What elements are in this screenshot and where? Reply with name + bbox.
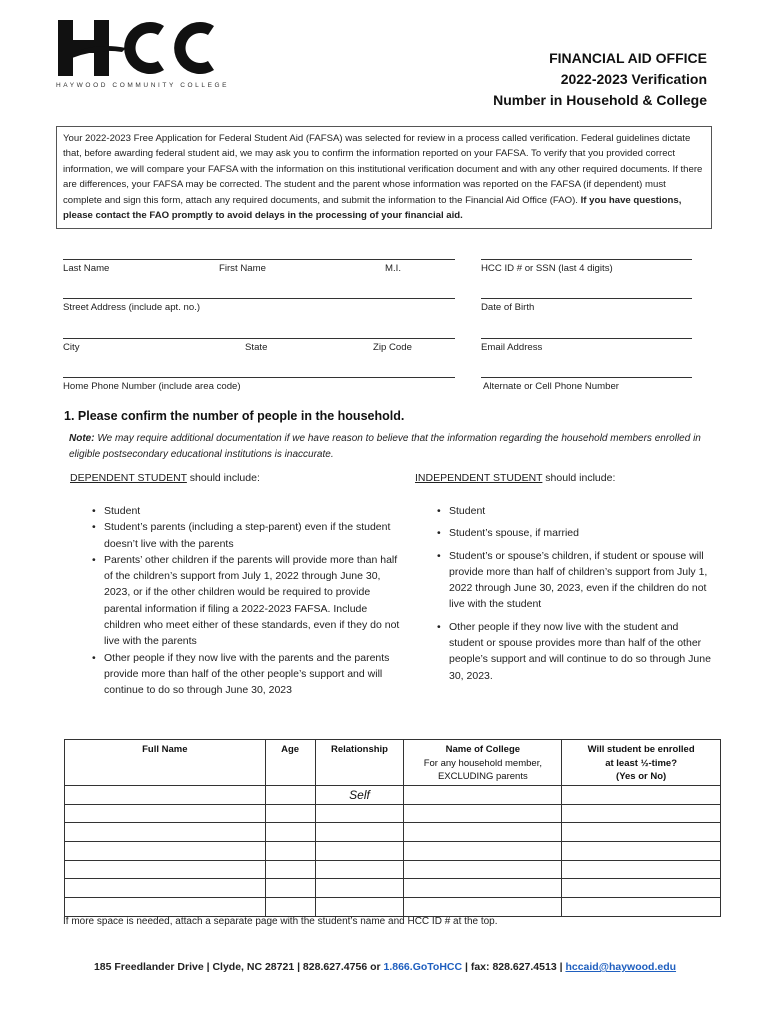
footer-fax: | fax: 828.627.4513 | [462,961,566,973]
hcc-id-field[interactable] [481,259,692,279]
full-name-cell[interactable] [65,823,266,842]
age-cell[interactable] [265,842,315,861]
name-row [63,259,693,279]
attach-note: If more space is needed, attach a separate page with the student’s name and HCC ID # at the top. [63,916,498,927]
independent-list [437,503,713,684]
street-label: Street Address (include apt. no.) [63,302,201,313]
dob-field[interactable] [481,298,692,318]
enrolled-cell[interactable] [562,860,721,879]
note-text: We may require additional documentation if we have reason to believe that the information regarding the household members enrolled in eligible postsecondary educational institutions is inaccurate. [69,433,701,460]
full-name-cell[interactable] [65,786,266,805]
list-item: • Student [92,503,404,519]
relationship-cell[interactable] [315,823,404,842]
list-item: • Student’s or spouse’s children, if student or spouse will provide more than half of children’s support from July 1, 2022 through June 30, 2023, even if the children do not live with the student [437,548,713,613]
college-cell[interactable] [404,879,562,898]
col-enrolled-line3: (Yes or No) [616,771,667,782]
col-enrolled [562,740,721,786]
college-cell[interactable] [404,804,562,823]
first-name-label: First Name [219,263,266,274]
form-header [493,48,707,111]
list-item: • Student’s spouse, if married [437,525,713,541]
full-name-cell[interactable] [65,898,266,917]
household-table [64,739,721,917]
independent-heading-label: INDEPENDENT STUDENT [415,472,543,484]
section-1-title: 1. Please confirm the number of people in the household. [64,409,405,423]
city-label: City [63,342,80,353]
home-phone-label: Home Phone Number (include area code) [63,381,241,392]
age-cell[interactable] [265,860,315,879]
table-header-row [65,740,721,786]
table-row [65,898,721,917]
age-cell[interactable] [265,823,315,842]
table-row [65,879,721,898]
verification-year: 2022-2023 Verification [560,71,707,87]
dependent-list [92,503,404,699]
email-label: Email Address [481,342,543,353]
footer-goto: 1.866.GoToHCC [383,961,463,973]
table-row [65,842,721,861]
hcc-id-label: HCC ID # or SSN (last 4 digits) [481,263,613,274]
college-cell[interactable] [404,898,562,917]
street-field[interactable] [63,298,455,318]
col-enrolled-line1: Will student be enrolled [587,744,695,755]
table-row [65,823,721,842]
relationship-cell[interactable] [315,842,404,861]
email-field[interactable] [481,338,692,358]
city-state-zip-field[interactable] [63,338,455,358]
alt-phone-label: Alternate or Cell Phone Number [483,381,619,392]
college-cell[interactable] [404,786,562,805]
footer-contact [0,961,770,973]
col-college [404,740,562,786]
independent-heading [415,472,615,484]
footer-address: 185 Freedlander Drive | Clyde, NC 28721 | 828.627.4756 or [93,961,384,973]
relationship-self-cell: Self [315,786,404,805]
enrolled-cell[interactable] [562,879,721,898]
office-name: FINANCIAL AID OFFICE [549,50,707,66]
middle-initial-label: M.I. [385,263,401,274]
logo-tagline: HAYWOOD COMMUNITY COLLEGE [56,82,230,89]
age-cell[interactable] [265,804,315,823]
col-age: Age [265,740,315,786]
relationship-cell[interactable] [315,898,404,917]
table-row [65,860,721,879]
note-label: Note: [69,433,95,444]
col-relationship: Relationship [315,740,404,786]
col-college-sub1: For any household member, [423,757,542,769]
list-item: • Student [437,503,713,519]
col-enrolled-line2: at least ½-time? [605,757,678,769]
dob-label: Date of Birth [481,302,535,313]
state-label: State [245,342,268,353]
table-row [65,804,721,823]
city-row [63,338,693,358]
age-cell[interactable] [265,879,315,898]
list-item: • Student’s parents (including a step-parent) even if the student doesn’t live with the parents [92,519,404,552]
full-name-cell[interactable] [65,804,266,823]
enrolled-cell[interactable] [562,823,721,842]
notice-body: Your 2022-2023 Free Application for Federal Student Aid (FAFSA) was selected for review in a process called verification. Federal guidelines dictate that, before awarding federal student aid, we may ask you to confirm the information reported on your FAFSA. To verify that you provided correct information, we will compare your FAFSA with the information on this institutional verification document and with any other required documents. If there are differences, your FAFSA may be corrected. The student and the parent whose information was reported on the FAFSA (if dependent) must complete and sign this form, attach any required documents, and submit the information to the Financial Aid Office (FAO). [63,133,703,206]
relationship-cell[interactable] [315,879,404,898]
name-field-line[interactable] [63,259,455,279]
relationship-cell[interactable] [315,804,404,823]
dependent-heading [70,472,260,484]
dependent-heading-suffix: should include: [186,472,260,484]
relationship-cell[interactable] [315,860,404,879]
independent-heading-suffix: should include: [542,472,616,484]
enrolled-cell[interactable] [562,842,721,861]
age-cell[interactable] [265,898,315,917]
enrolled-cell[interactable] [562,786,721,805]
phone-row [63,377,693,397]
address-row [63,298,693,318]
enrolled-cell[interactable] [562,898,721,917]
full-name-cell[interactable] [65,860,266,879]
zip-label: Zip Code [373,342,412,353]
footer-email-link[interactable]: hccaid@haywood.edu [565,961,677,973]
college-cell[interactable] [404,860,562,879]
hcc-logo [56,18,230,94]
hcc-logo-mark [56,18,218,78]
notice-bold: If you have questions, please contact the FAO promptly to avoid delays in the processing of your financial aid. [63,194,682,222]
alt-phone-field[interactable] [481,377,692,397]
list-item: • Other people if they now live with the parents and the parents provide more than half of the other people’s support and will continue to do so through June 30, 2023 [92,650,404,699]
dependent-heading-label: DEPENDENT STUDENT [70,472,187,484]
col-college-sub2: EXCLUDING parents [437,771,528,782]
col-college-title: Name of College [445,744,521,755]
last-name-label: Last Name [63,263,110,274]
enrolled-cell[interactable] [562,804,721,823]
table-row [65,786,721,805]
full-name-cell[interactable] [65,842,266,861]
list-item: • Other people if they now live with the student and student or spouse provides more than half of the other people’s support and will continue to do so through June 30, 2023. [437,619,713,684]
section-1-note [69,431,709,462]
form-title: Number in Household & College [493,92,707,108]
verification-notice [56,126,712,229]
college-cell[interactable] [404,842,562,861]
col-full-name: Full Name [65,740,266,786]
home-phone-field[interactable] [63,377,455,397]
age-cell[interactable] [265,786,315,805]
college-cell[interactable] [404,823,562,842]
list-item: • Parents’ other children if the parents will provide more than half of the children’s support from July 1, 2022 through June 30, 2023, or if the other children would be required to provide parental information if filing a 2022-2023 FAFSA. Include children who meet either of these standards, even if they do not live with the parents [92,552,404,650]
full-name-cell[interactable] [65,879,266,898]
